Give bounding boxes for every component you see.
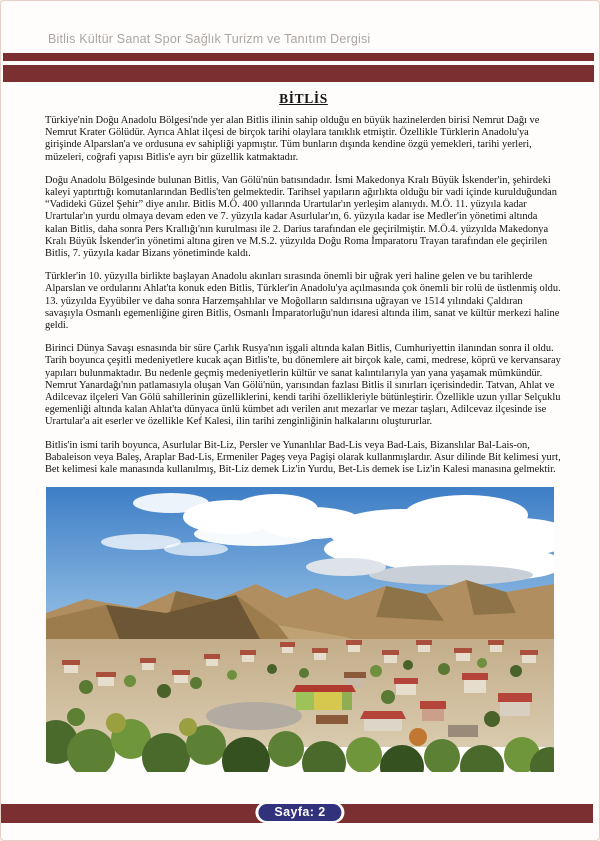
bitlis-city-photo [46,487,554,772]
header-rule-thick [3,65,594,82]
page-number-label: Sayfa: 2 [258,804,341,821]
header-rule-thin [3,53,594,61]
magazine-header-title: Bitlis Kültür Sanat Spor Sağlık Turizm ve Tanıtım Dergisi [48,32,371,46]
bitlis-panorama-illustration [46,487,554,772]
article-paragraph: Türkiye'nin Doğu Anadolu Bölgesi'nde yer alan Bitlis ilinin sahip olduğu en büyük hazinelerden birisi Nemrut Dağı ve Nemrut Krater Gölüdür. Ayrıca Ahlat ilçesi de birçok tarihi olaylara tanıklık etmiştir. Özellikle Türklerin Anadolu'ya girişinde Alparslan'a ve ordusuna ev sahipliği yapmıştır. Tüm bunların dışında kendine özgü yemekleri, tarihi yerleri, müzeleri, coğrafi yapısı Bitlis'e ayrı bir güzellik katmaktadır. [45,115,540,163]
article-title: BİTLİS [279,91,328,106]
article-paragraph: Türkler'in 10. yüzyılla birlikte başlayan Anadolu akınları sırasında önemli bir uğrak yeri haline gelen ve bu tarihlerde Alparslan ve ordularını Ahlat'ta konuk eden Bitlis, Türkler'in Anadolu'ya açılmasında çok önemli bir rolü de üstlenmiş oldu. 13. yüzyılda Eyyübiler ve daha sonra Harzemşahlılar ve Moğolların saldırısına uğrayan ve 1514 yılındaki Çaldıran savaşıyla Osmanlı egemenliğine giren Bitlis, Osmanlı İmparatorluğu'nun idaresi altında ilim, sanat ve kültür merkezi haline geldi. [45,271,561,332]
article-body [45,91,562,772]
page-number-badge [255,802,344,823]
article-paragraph: Doğu Anadolu Bölgesinde bulunan Bitlis, Van Gölü'nün batısındadır. İsmi Makedonya Kralı Büyük İskender'in, şehirdeki kaleyi yaptırttığı komutanlarından Bedlis'ten gelmektedir. Tarihsel yapıların ağırlıkta olduğu bir vadi içinde kurulduğundan “Vadideki Güzel Şehir” diye anılır. Bitlis M.Ö. 400 yıllarında Urartular'ın yerleşim alanıydı. M.Ö. 11. yüzyıla kadar Urartular'ın yurdu olmaya devam eden ve 7. yüzyıla kadar Asurlular'ın, 6. yüzyıla kadar ise Medler'in yönetimi altında kalan Bitlis, daha sonra Pers Krallığı'nın kurulması ile 2. Darius tarafından ele geçirilmiştir. M.Ö.4. yüzyılda Makedonya Kralı Büyük İskender'in yönetimi altına giren ve M.S.2. yüzyılda Doğu Roma İmparatoru Trayan tarafından ele geçirilen Bitlis, 7. yüzyıla kadar Bizans yönetiminde kaldı. [45,174,557,260]
article-paragraph: Bitlis'in ismi tarih boyunca, Asurlular Bit-Liz, Persler ve Yunanlılar Bad-Lis veya Bad-Lais, Bizanslılar Bal-Lais-on, Babaleison veya Baleş, Araplar Bad-Lis, Ermeniler Pageş veya Pagişi olarak kullanmışlardır. Asur dilinde Bit kelimesi yurt, Bet kelimesi kale manasında kullanılmış, Bit-Liz demek Liz'in Yurdu, Bet-Lis demek ise Liz'in Kalesi manasına gelmektir. [45,439,561,476]
article-paragraph: Birinci Dünya Savaşı esnasında bir süre Çarlık Rusya'nın işgali altında kalan Bitlis, Cumhuriyettin ilanından sonra il oldu. Tarih boyunca çeşitli medeniyetlere kucak açan Bitlis'te, bu dönemlere ait birçok kale, cami, medrese, köprü ve kervansaray yapıları bulunmaktadır. Bu nedenle geçmiş medeniyetlerin kültür ve sanat kalıntılarıyla yan yana yaşamak mümkündür. Nemrut Yanardağı'nın patlamasıyla oluşan Van Gölü'nün, yarısından fazlası Bitlis il sınırları içerisindedir. Tatvan, Ahlat ve Adilcevaz ilçeleri Van Gölü sahillerinin güzelliklerini, kendi tarihi özellikleriyle bütünleştirir. Özellikle uzun yıllar Selçuklu egemenliği altında kalan Ahlat'ta dünyaca ünlü kümbet adı verilen anıt mezarlar ve mezar taşları, Adilcevaz ilçesinde ise Urartular'a ait eserler ve özellikle Kef Kalesi, ilin tarihi zenginliğinin halkalarını oluştururlar. [45,343,561,428]
